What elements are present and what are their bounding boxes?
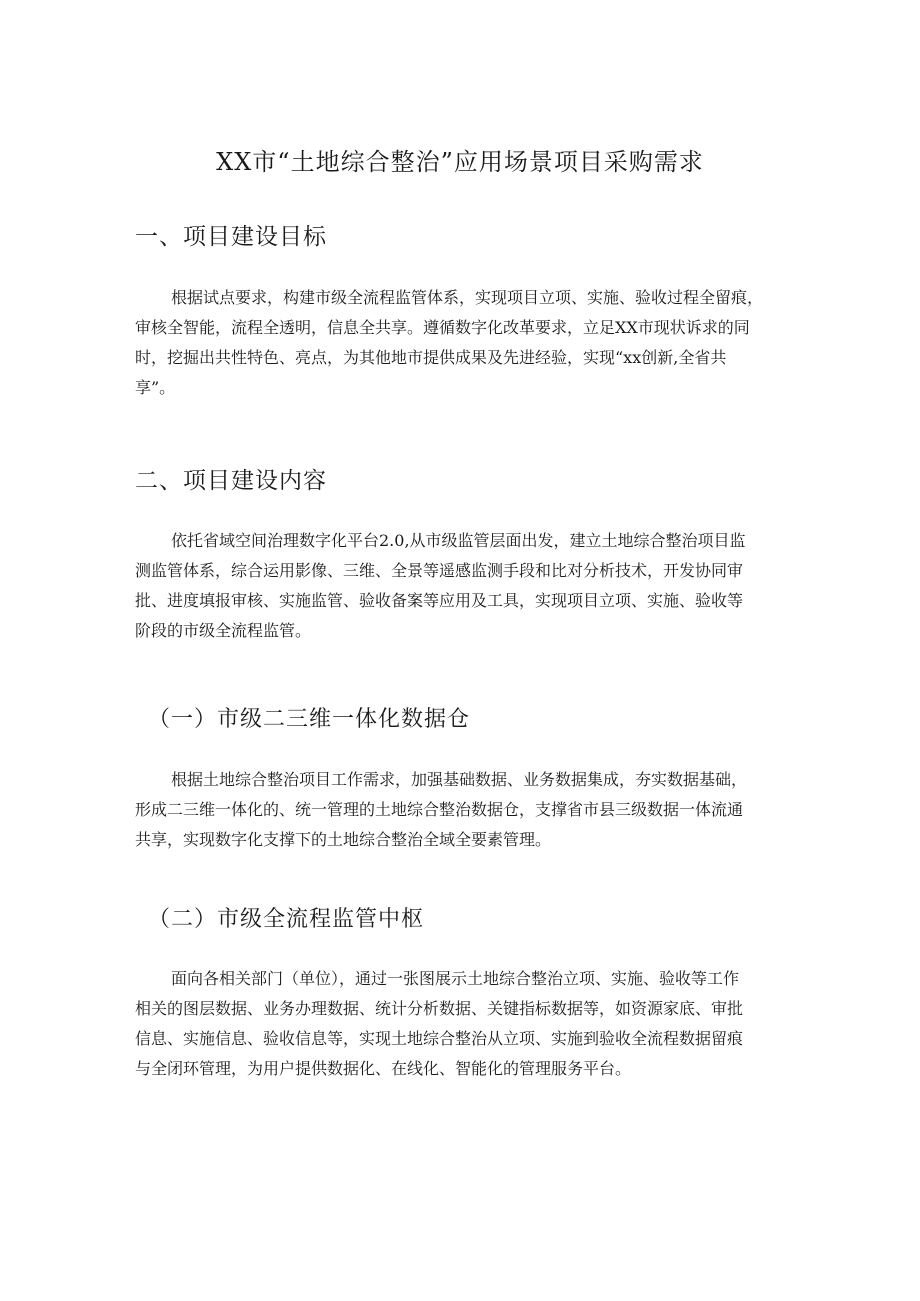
paragraph-line: 根据土地综合整治项目工作需求，加强基础数据、业务数据集成，夯实数据基础， <box>171 770 748 789</box>
paragraph-line: 共享，实现数字化支撑下的土地综合整治全域全要素管理。 <box>135 830 552 849</box>
paragraph-data-warehouse <box>135 765 790 855</box>
section-heading-content: 二、项目建设内容 <box>135 468 327 494</box>
paragraph-line: 时，挖掘出共性特色、亮点，为其他地市提供成果及先进经验，实现“xx创新,全省共 <box>135 348 727 367</box>
paragraph-line: 信息、实施信息、验收信息等，实现土地综合整治从立项、实施到验收全流程数据留痕 <box>135 1029 744 1048</box>
paragraph-line: 审核全智能，流程全透明，信息全共享。遵循数字化改革要求，立足XX市现状诉求的同 <box>135 318 750 337</box>
paragraph-line: 相关的图层数据、业务办理数据、统计分析数据、关键指标数据等，如资源家底、审批 <box>135 999 744 1018</box>
paragraph-line: 享”。 <box>135 378 176 397</box>
paragraph-line: 面向各相关部门（单位），通过一张图展示土地综合整治立项、实施、验收等工作 <box>171 969 740 988</box>
paragraph-line: 批、进度填报审核、实施监管、验收备案等应用及工具，实现项目立项、实施、验收等 <box>135 591 744 610</box>
subsection-heading-supervision-hub: （二）市级全流程监管中枢 <box>148 907 425 932</box>
paragraph-line: 阶段的市级全流程监管。 <box>135 621 312 640</box>
paragraph-line: 根据试点要求，构建市级全流程监管体系，实现项目立项、实施、验收过程全留痕， <box>171 288 764 307</box>
paragraph-line: 测监管体系，综合运用影像、三维、全景等遥感监测手段和比对分析技术，开发协同审 <box>135 561 744 580</box>
paragraph-line: 形成二三维一体化的、统一管理的土地综合整治数据仓，支撑省市县三级数据一体流通 <box>135 800 744 819</box>
paragraph-goals <box>135 283 790 403</box>
paragraph-line: 与全闭环管理，为用户提供数据化、在线化、智能化的管理服务平台。 <box>135 1059 632 1078</box>
document-title: XX市“土地综合整治”应用场景项目采购需求 <box>216 148 704 176</box>
paragraph-content <box>135 526 790 646</box>
paragraph-supervision-hub <box>135 964 790 1084</box>
section-heading-goals: 一、项目建设目标 <box>135 224 327 250</box>
paragraph-line: 依托省域空间治理数字化平台2.0,从市级监管层面出发，建立土地综合整治项目监 <box>171 531 746 550</box>
subsection-heading-data-warehouse: （一）市级二三维一体化数据仓 <box>148 707 471 732</box>
